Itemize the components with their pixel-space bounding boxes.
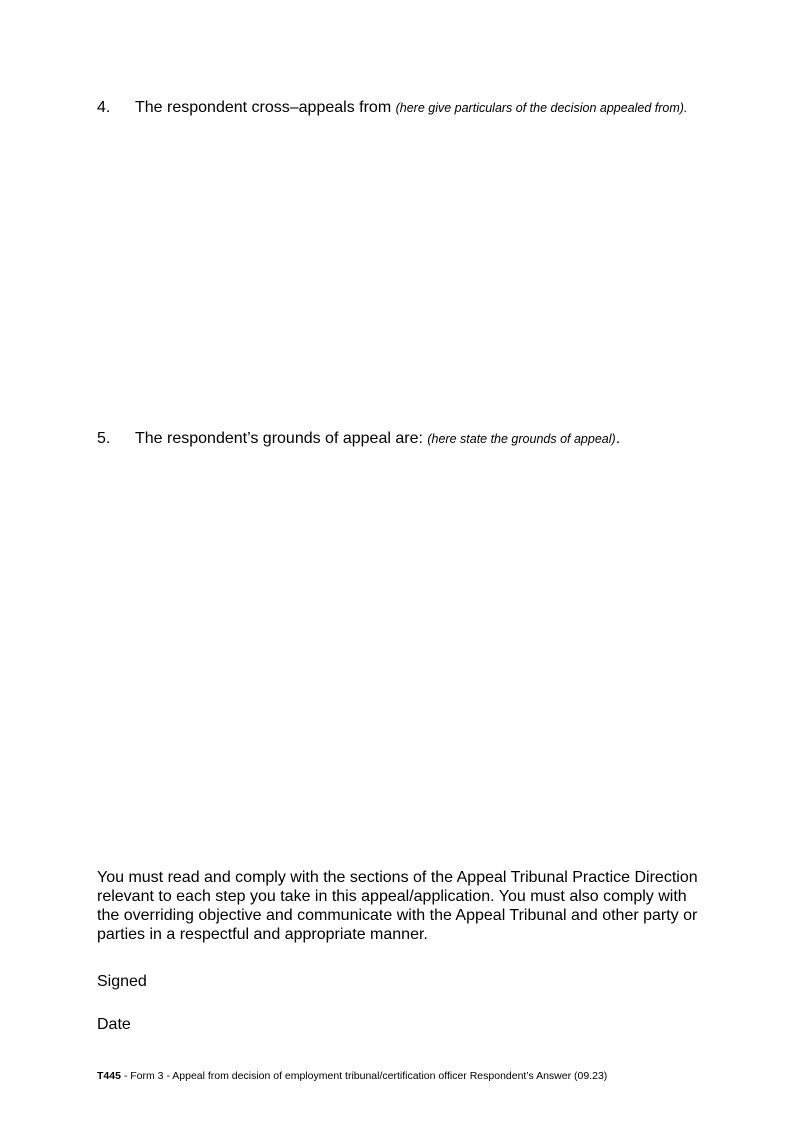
item-text: The respondent cross–appeals from: [135, 99, 396, 116]
page-footer: [97, 1070, 607, 1083]
item-5-grounds-of-appeal: [97, 429, 620, 449]
signed-label: Signed: [97, 973, 147, 990]
item-hint: (here give particulars of the decision appealed from).: [395, 101, 688, 115]
practice-direction-notice: You must read and comply with the sections of the Appeal Tribunal Practice Direction relevant to each step you take in this appeal/application. You must also comply with the overriding objective and communicate with the Appeal Tribunal and other party or parties in a respectful and appropriate manner.: [97, 869, 698, 943]
item-hint: (here state the grounds of appeal): [427, 432, 616, 446]
date-label: Date: [97, 1016, 131, 1033]
item-number: 5.: [97, 430, 111, 447]
item-suffix: .: [615, 430, 621, 447]
form-description: - Form 3 - Appeal from decision of employment tribunal/certification officer Respondent’s Answer (09.23): [120, 1070, 608, 1082]
form-code: T445: [97, 1070, 121, 1082]
item-text: The respondent’s grounds of appeal are:: [135, 430, 428, 447]
item-4-cross-appeal: [97, 98, 687, 118]
item-number: 4.: [97, 99, 111, 116]
